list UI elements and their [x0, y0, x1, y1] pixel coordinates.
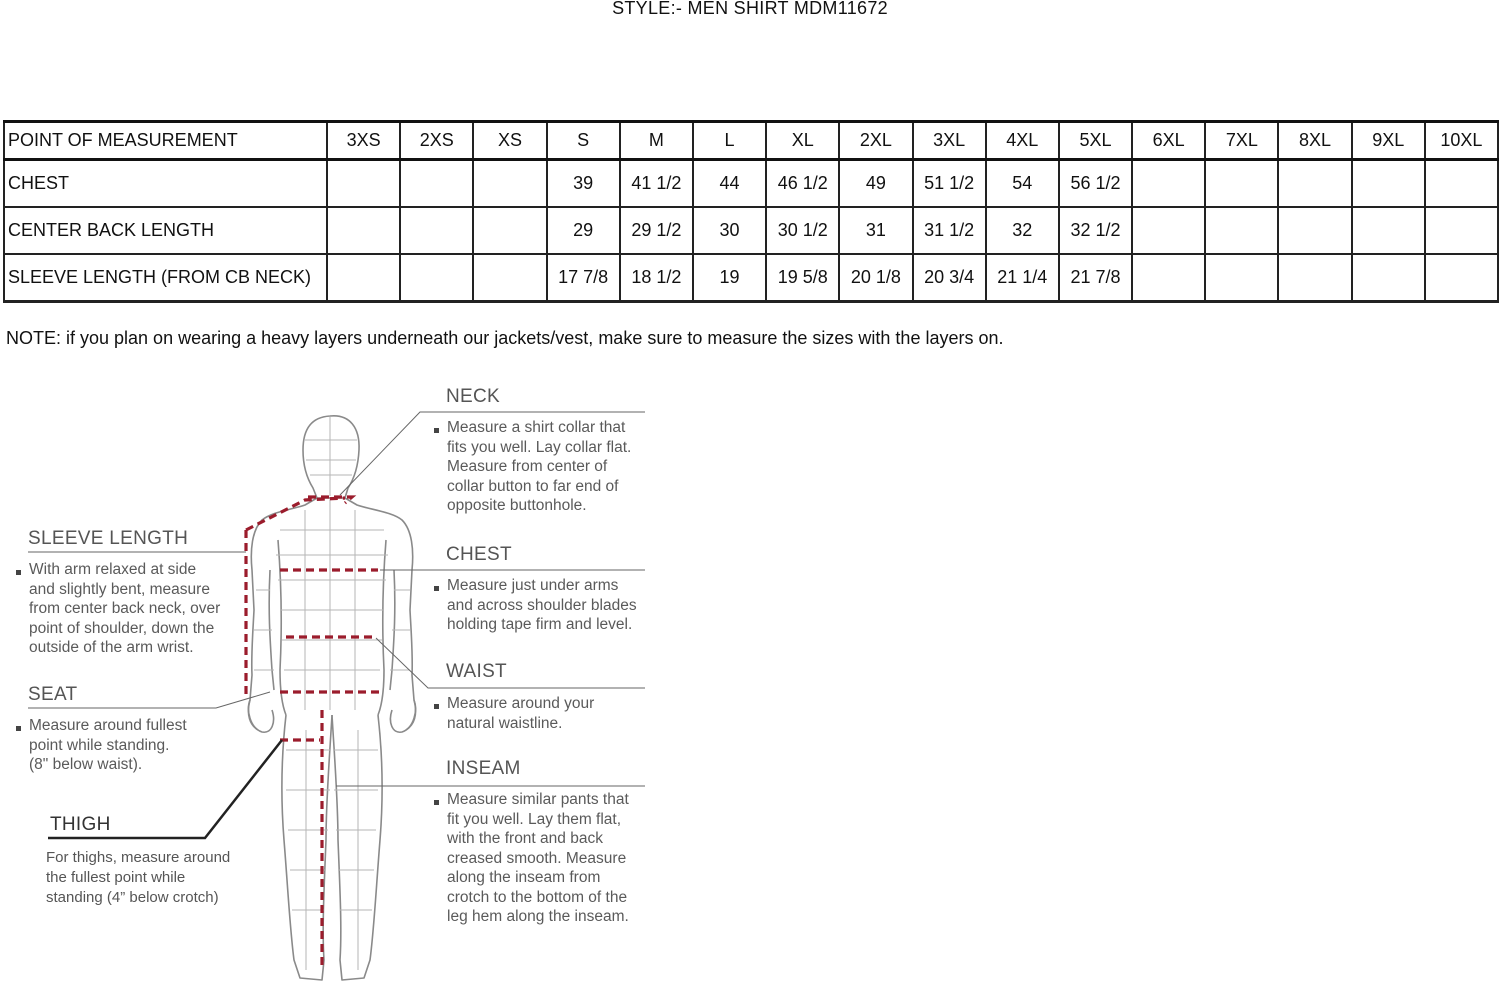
- waist-description: Measure around your natural waistline.: [447, 695, 595, 732]
- measurement-cell: 21 1/4: [986, 254, 1059, 302]
- size-header-6xl: 6XL: [1132, 122, 1205, 160]
- measurement-cell: 39: [547, 160, 620, 208]
- neck-heading: NECK: [446, 386, 500, 407]
- measurement-cell: [1205, 207, 1278, 254]
- waist-bullet-icon: [434, 704, 439, 709]
- measurement-lines: [246, 497, 380, 970]
- measurement-cell: 18 1/2: [620, 254, 693, 302]
- measurement-cell: [400, 254, 473, 302]
- row-label: SLEEVE LENGTH (FROM CB NECK): [4, 254, 327, 302]
- measurement-cell: [327, 254, 400, 302]
- size-header-2xl: 2XL: [839, 122, 912, 160]
- measurement-cell: 49: [839, 160, 912, 208]
- neck-bullet-icon: [434, 428, 439, 433]
- measurement-cell: [400, 207, 473, 254]
- measurement-cell: 31: [839, 207, 912, 254]
- size-header-7xl: 7XL: [1205, 122, 1278, 160]
- inseam-description: Measure similar pants that fit you well. Lay them flat, with the front and back creased smooth. Measure along the inseam from crotch to the bottom of the leg hem along the inseam.: [447, 791, 629, 925]
- size-header-3xl: 3XL: [913, 122, 986, 160]
- measurement-cell: [1278, 207, 1351, 254]
- measurement-cell: [1132, 254, 1205, 302]
- measurement-cell: 19 5/8: [766, 254, 839, 302]
- size-header-2xs: 2XS: [400, 122, 473, 160]
- size-header-10xl: 10XL: [1425, 122, 1498, 160]
- measurement-cell: 29: [547, 207, 620, 254]
- waist-heading: WAIST: [446, 661, 507, 682]
- measurement-cell: [1278, 160, 1351, 208]
- measurement-cell: [1425, 160, 1498, 208]
- measurement-cell: 30: [693, 207, 766, 254]
- layering-note: NOTE: if you plan on wearing a heavy layers underneath our jackets/vest, make sure to measure the sizes with the layers on.: [6, 328, 1004, 348]
- sleeve-bullet-icon: [16, 570, 21, 575]
- measurement-cell: 20 1/8: [839, 254, 912, 302]
- measurement-cell: [1132, 160, 1205, 208]
- table-row: [4, 254, 1498, 302]
- header-point-of-measurement: POINT OF MEASUREMENT: [4, 122, 327, 160]
- size-header-s: S: [547, 122, 620, 160]
- sleeve-length-heading: SLEEVE LENGTH: [28, 528, 189, 549]
- table-header-row: [4, 122, 1498, 160]
- size-header-9xl: 9XL: [1352, 122, 1425, 160]
- chest-bullet-icon: [434, 586, 439, 591]
- thigh-description: For thighs, measure around the fullest point while standing (4” below crotch): [46, 849, 231, 906]
- measurement-cell: [1352, 254, 1425, 302]
- measurement-cell: 54: [986, 160, 1059, 208]
- measurement-cell: [1132, 207, 1205, 254]
- size-header-3xs: 3XS: [327, 122, 400, 160]
- size-header-4xl: 4XL: [986, 122, 1059, 160]
- measurement-cell: [1205, 160, 1278, 208]
- seat-description: Measure around fullest point while standing. (8" below waist).: [29, 717, 187, 773]
- measurement-cell: [473, 160, 546, 208]
- measurement-cell: 17 7/8: [547, 254, 620, 302]
- measurement-cell: 20 3/4: [913, 254, 986, 302]
- measurement-cell: 32 1/2: [1059, 207, 1132, 254]
- inseam-heading: INSEAM: [446, 758, 521, 779]
- table-row: [4, 207, 1498, 254]
- body-outline: [248, 416, 415, 980]
- size-header-m: M: [620, 122, 693, 160]
- measurement-cell: 30 1/2: [766, 207, 839, 254]
- measurement-cell: 29 1/2: [620, 207, 693, 254]
- row-label: CHEST: [4, 160, 327, 208]
- measurement-cell: [1425, 207, 1498, 254]
- measurement-cell: [400, 160, 473, 208]
- thigh-heading: THIGH: [50, 814, 111, 835]
- size-header-l: L: [693, 122, 766, 160]
- size-header-xs: XS: [473, 122, 546, 160]
- sleeve-length-description: With arm relaxed at side and slightly bent, measure from center back neck, over point of shoulder, down the outside of the arm wrist.: [29, 561, 221, 656]
- measurement-cell: 32: [986, 207, 1059, 254]
- chest-description: Measure just under arms and across shoulder blades holding tape firm and level.: [447, 577, 637, 633]
- size-header-xl: XL: [766, 122, 839, 160]
- measurement-cell: [473, 254, 546, 302]
- measurement-cell: [1205, 254, 1278, 302]
- row-label: CENTER BACK LENGTH: [4, 207, 327, 254]
- measurement-cell: 21 7/8: [1059, 254, 1132, 302]
- measurement-cell: 51 1/2: [913, 160, 986, 208]
- measurement-cell: 44: [693, 160, 766, 208]
- measurement-cell: 41 1/2: [620, 160, 693, 208]
- measurement-cell: [1352, 207, 1425, 254]
- measurement-cell: [1278, 254, 1351, 302]
- measurement-cell: [327, 207, 400, 254]
- seat-bullet-icon: [16, 726, 21, 731]
- measurement-cell: 56 1/2: [1059, 160, 1132, 208]
- neck-description: Measure a shirt collar that fits you well. Lay collar flat. Measure from center of collar button to far end of opposite buttonhole.: [447, 419, 632, 514]
- page-title: STYLE:- MEN SHIRT MDM11672: [612, 0, 888, 18]
- measurement-cell: 19: [693, 254, 766, 302]
- measurement-cell: [1352, 160, 1425, 208]
- measurement-guide: [0, 370, 700, 991]
- measurement-cell: [327, 160, 400, 208]
- size-header-8xl: 8XL: [1278, 122, 1351, 160]
- chest-heading: CHEST: [446, 544, 512, 565]
- table-row: [4, 160, 1498, 208]
- seat-heading: SEAT: [28, 684, 78, 705]
- measurement-cell: 31 1/2: [913, 207, 986, 254]
- size-header-5xl: 5XL: [1059, 122, 1132, 160]
- inseam-bullet-icon: [434, 800, 439, 805]
- size-chart-table: [3, 120, 1499, 303]
- measurement-cell: [473, 207, 546, 254]
- measurement-cell: [1425, 254, 1498, 302]
- measurement-cell: 46 1/2: [766, 160, 839, 208]
